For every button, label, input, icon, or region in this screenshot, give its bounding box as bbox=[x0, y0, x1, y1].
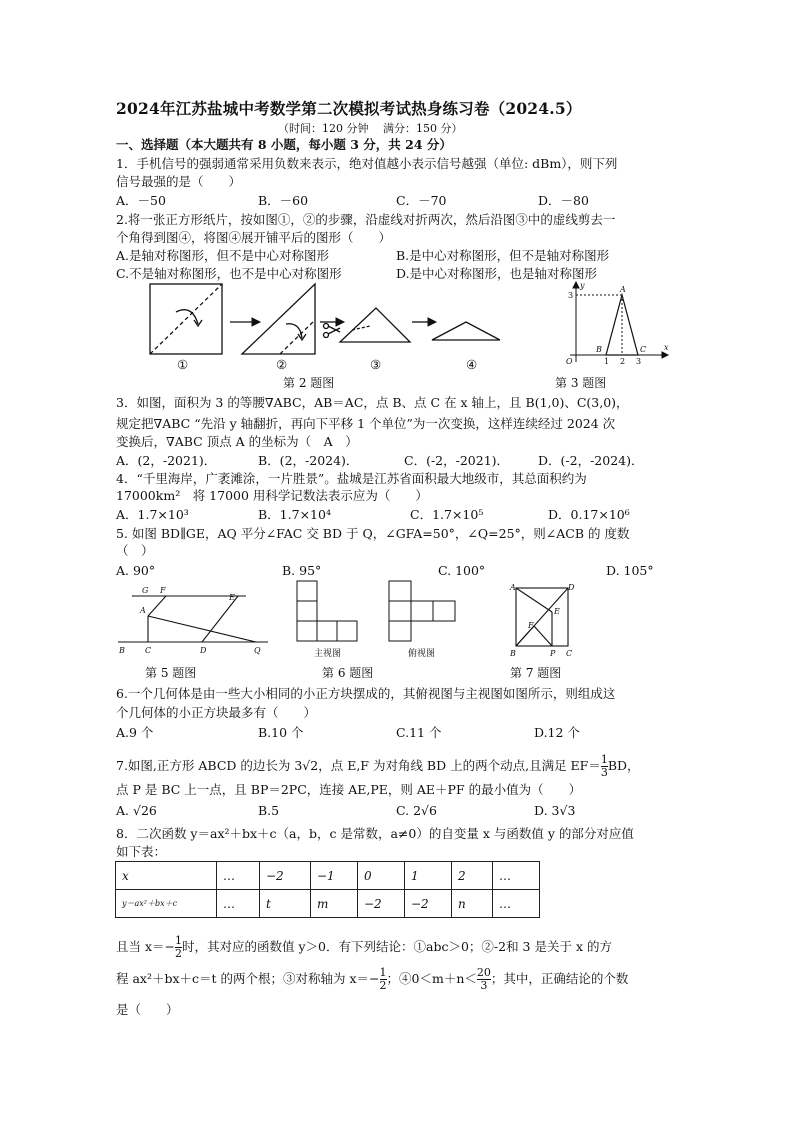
q6-option-d: D.12 个 bbox=[534, 725, 580, 740]
q5-option-a: A. 90° bbox=[116, 563, 156, 578]
table-cell: 0 bbox=[358, 862, 405, 890]
q8-line4-start: 程 ax²＋bx＋c＝t 的两个根；③对称轴为 x＝− bbox=[116, 971, 380, 986]
q2-option-c: C.不是轴对称图形，也不是中心对称图形 bbox=[116, 266, 342, 281]
q8-cond-end: 时，其对应的函数值 y＞0．有下列结论：①abc＞0；②-2和 3 是关于 x 的方 bbox=[182, 939, 612, 954]
label-d: D bbox=[568, 583, 574, 592]
q8-line3 bbox=[116, 935, 612, 960]
exam-subtitle: （时间：120 分钟 满分：150 分） bbox=[278, 122, 463, 135]
table-cell: … bbox=[493, 890, 540, 918]
table-row bbox=[116, 862, 540, 890]
table-cell: −2 bbox=[260, 862, 311, 890]
q6-option-b: B.10 个 bbox=[258, 725, 304, 740]
label-p: P bbox=[550, 649, 556, 658]
table-cell: … bbox=[217, 862, 260, 890]
q1-option-c: C．－70 bbox=[396, 193, 447, 208]
table-cell: n bbox=[452, 890, 493, 918]
page-title: 2024年江苏盐城中考数学第二次模拟考试热身练习卷（2024.5） bbox=[116, 99, 582, 118]
x-tick-3: 3 bbox=[636, 357, 642, 366]
q5-caption: 第 5 题图 bbox=[145, 666, 197, 680]
label-f: F bbox=[528, 621, 534, 630]
label-d: D bbox=[200, 646, 207, 655]
table-cell: −2 bbox=[405, 890, 452, 918]
q6-caption: 第 6 题图 bbox=[322, 666, 374, 680]
q6-front-label: 主视图 bbox=[314, 649, 342, 659]
q3-option-b: B．(2，-2024)． bbox=[258, 453, 359, 468]
q8-cond-start: 且当 x＝− bbox=[116, 939, 175, 954]
label-c: C bbox=[566, 649, 573, 658]
table-cell: −2 bbox=[358, 890, 405, 918]
q3-line1: 3．如图，面积为 3 的等腰∇ABC，AB＝AC，点 B、点 C 在 x 轴上，且 B(1,0)、C(3,0)， bbox=[116, 395, 629, 410]
table-cell: y＝ax²＋bx＋c bbox=[116, 890, 217, 918]
q5-line1: 5. 如图 BD∥GE，AQ 平分∠FAC 交 BD 于 Q，∠GFA=50°，∠Q=25°，则∠ACB 的 度数 bbox=[116, 526, 630, 541]
q4-option-c: C．1.7×10⁵ bbox=[410, 507, 484, 522]
point-c-label: C bbox=[640, 345, 647, 354]
label-q: Q bbox=[254, 646, 261, 655]
table-cell: 2 bbox=[452, 862, 493, 890]
q7-square-figure bbox=[508, 582, 574, 658]
q6-line1: 6.一个几何体是由一些大小相同的小正方块摆成的，其俯视图与主视图如图所示，则组成这 bbox=[116, 686, 616, 701]
q7-option-a: A. √26 bbox=[116, 803, 157, 818]
q1-option-a: A．－50 bbox=[116, 193, 166, 208]
label-a: A bbox=[510, 583, 516, 592]
label-c: C bbox=[145, 646, 152, 655]
q2-fig-label-1: ① bbox=[177, 357, 189, 372]
q8-value-table bbox=[115, 861, 540, 918]
q3-coordinate-graph bbox=[560, 280, 672, 368]
q8-line4 bbox=[116, 967, 628, 992]
q5-option-c: C. 100° bbox=[438, 563, 486, 578]
q7-option-b: B.5 bbox=[258, 803, 280, 818]
q3-caption: 第 3 题图 bbox=[555, 376, 607, 390]
q2-fig-label-4: ④ bbox=[466, 357, 478, 372]
q6-front-view bbox=[296, 580, 362, 642]
q3-option-d: D．(-2，-2024)． bbox=[538, 453, 644, 468]
x-tick-2: 2 bbox=[620, 357, 626, 366]
section-heading: 一、选择题（本大题共有 8 小题，每小题 3 分，共 24 分） bbox=[116, 137, 452, 152]
q5-line2: （ ） bbox=[116, 543, 154, 558]
origin-label: O bbox=[566, 357, 573, 366]
label-a: A bbox=[140, 606, 146, 615]
arrow-1 bbox=[230, 318, 260, 326]
q8-fraction-20-3: $\frac{20}{3}$ bbox=[476, 966, 491, 992]
q4-option-d: D．0.17×10⁶ bbox=[548, 507, 630, 522]
q7-line1-end: BD， bbox=[607, 758, 640, 773]
q7-caption: 第 7 题图 bbox=[510, 666, 562, 680]
x-tick-1: 1 bbox=[604, 357, 610, 366]
fig-cut-shape bbox=[432, 322, 500, 340]
label-e: E bbox=[554, 607, 560, 616]
table-cell: … bbox=[217, 890, 260, 918]
y-tick-3: 3 bbox=[568, 291, 574, 300]
x-axis-label: x bbox=[664, 343, 669, 352]
q6-option-a: A.9 个 bbox=[116, 725, 154, 740]
q8-line4-end: ；其中，正确结论的个数 bbox=[490, 971, 629, 986]
table-cell: x bbox=[116, 862, 217, 890]
q8-fraction-axis: $\frac{1}{2}$ bbox=[379, 966, 387, 992]
q8-line5: 是（ ） bbox=[116, 1002, 179, 1017]
q1-option-b: B．－60 bbox=[258, 193, 309, 208]
table-row bbox=[116, 890, 540, 918]
q3-option-a: A．(2，-2021)． bbox=[116, 453, 217, 468]
q2-option-b: B.是中心对称图形，但不是轴对称图形 bbox=[396, 248, 610, 263]
q2-line2: 个角得到图④，将图④展开铺平后的图形（ ） bbox=[116, 230, 392, 245]
fig-square bbox=[150, 284, 222, 354]
graph-labels bbox=[566, 281, 669, 366]
q2-fig-label-3: ③ bbox=[370, 357, 382, 372]
q8-line2: 如下表： bbox=[116, 844, 167, 859]
y-axis-label: y bbox=[580, 281, 585, 290]
table-cell: m bbox=[311, 890, 358, 918]
q2-option-a: A.是轴对称图形，但不是中心对称图形 bbox=[116, 248, 330, 263]
q2-option-d: D.是中心对称图形，也是轴对称图形 bbox=[396, 266, 598, 281]
q2-caption: 第 2 题图 bbox=[283, 376, 335, 390]
table-cell: 1 bbox=[405, 862, 452, 890]
q7-option-c: C. 2√6 bbox=[396, 803, 437, 818]
q4-line2: 17000km² 将 17000 用科学记数法表示应为（ ） bbox=[116, 488, 428, 503]
q5-option-d: D. 105° bbox=[606, 563, 654, 578]
table-cell: −1 bbox=[311, 862, 358, 890]
q3-line2: 规定把∇ABC “先沿 y 轴翻折，再向下平移 1 个单位”为一次变换，这样连续经过 2024 次 bbox=[116, 416, 616, 431]
q3-line3: 变换后，∇ABC 顶点 A 的坐标为（ A ） bbox=[116, 434, 358, 449]
q1-option-d: D．－80 bbox=[538, 193, 589, 208]
q2-folding-figure bbox=[140, 282, 500, 374]
q8-fraction-half: $\frac{1}{2}$ bbox=[175, 934, 182, 960]
q7-line1-text: 7.如图,正方形 ABCD 的边长为 3√2，点 E,F 为对角线 BD 上的两个动点,且满足 EF＝ bbox=[116, 758, 601, 773]
table-cell: … bbox=[493, 862, 540, 890]
q4-option-a: A．1.7×10³ bbox=[116, 507, 189, 522]
q5-figure bbox=[116, 582, 274, 656]
label-f: F bbox=[160, 586, 166, 595]
q8-line4-mid: ；④0＜m＋n＜ bbox=[386, 971, 477, 986]
q1-line2: 信号最强的是（ ） bbox=[116, 174, 242, 189]
q2-line1: 2.将一张正方形纸片，按如图①，②的步骤，沿虚线对折两次，然后沿图③中的虚线剪去一 bbox=[116, 212, 616, 227]
q2-fig-label-2: ② bbox=[276, 357, 288, 372]
q7-line2: 点 P 是 BC 上一点，且 BP＝2PC，连接 AE,PE，则 AE＋PF 的最小值为（ ） bbox=[116, 782, 582, 797]
q4-line1: 4．“千里海岸，广袤滩涂，一片胜景”。盐城是江苏省面积最大地级市，其总面积约为 bbox=[116, 471, 587, 486]
q6-top-label: 俯视图 bbox=[408, 649, 436, 659]
label-b: B bbox=[510, 649, 516, 658]
q5-option-b: B. 95° bbox=[282, 563, 322, 578]
q7-line1 bbox=[116, 754, 640, 779]
q6-line2: 个几何体的小正方块最多有（ ） bbox=[116, 705, 317, 720]
label-e: E bbox=[229, 593, 235, 602]
q4-option-b: B．1.7×10⁴ bbox=[258, 507, 331, 522]
q6-option-c: C.11 个 bbox=[396, 725, 442, 740]
q7-fraction: $\frac{1}{3}$ bbox=[600, 753, 608, 779]
q8-line1: 8．二次函数 y＝ax²＋bx＋c（a，b，c 是常数，a≠0）的自变量 x 与函数值 y 的部分对应值 bbox=[116, 826, 634, 841]
table-cell: t bbox=[260, 890, 311, 918]
q7-option-d: D. 3√3 bbox=[534, 803, 576, 818]
q1-line1: 1．手机信号的强弱通常采用负数来表示，绝对值越小表示信号越强（单位: dBm），则下列 bbox=[116, 156, 618, 171]
point-a-label: A bbox=[620, 285, 626, 294]
label-b: B bbox=[119, 646, 125, 655]
label-g: G bbox=[142, 586, 149, 595]
q3-option-c: C．(-2，-2021)． bbox=[404, 453, 510, 468]
point-b-label: B bbox=[596, 345, 602, 354]
q6-top-view bbox=[388, 580, 456, 642]
arrow-3 bbox=[412, 318, 436, 326]
